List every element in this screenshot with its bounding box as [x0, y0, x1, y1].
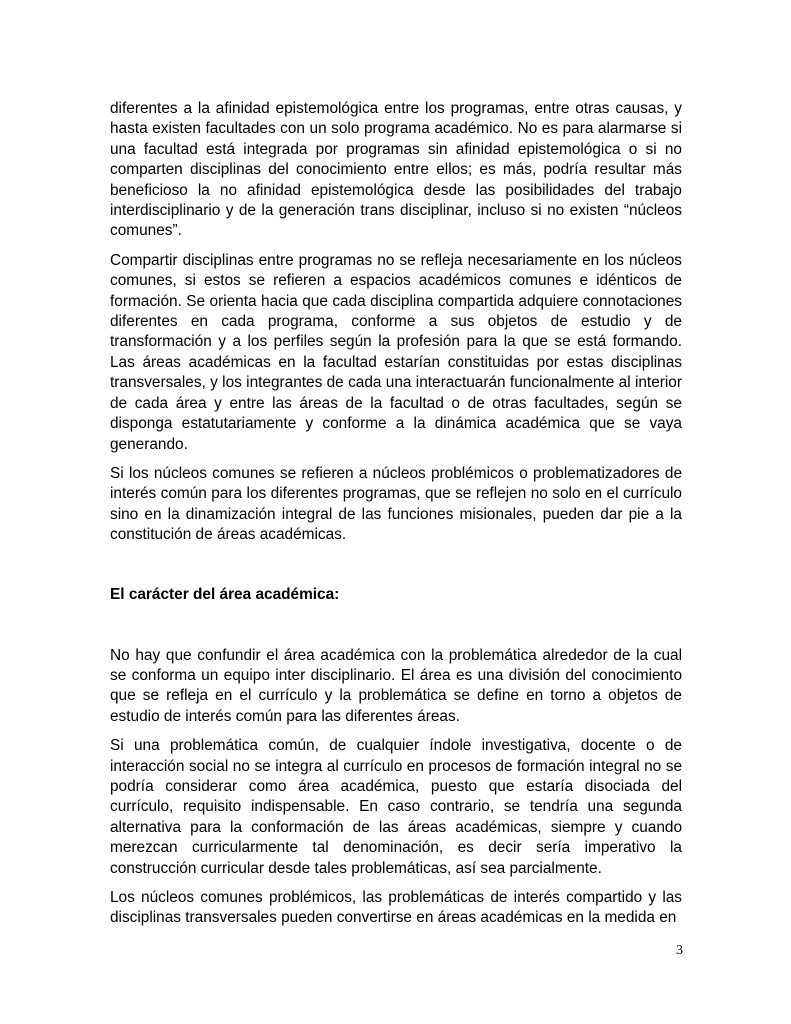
paragraph-common-problem: Si una problemática común, de cualquier índole investigativa, docente o de interacción social no se integra al currículo en procesos de formación integral no se podría considerar como área académica, puesto que estaría disociada del currículo, requisito indispensable. En caso contrario, se tendría una segunda alternativa para la conformación de las áreas académicas, siempre y cuando merezcan curricularmente tal denominación, es decir sería imperativo la construcción curricular desde tales problemáticas, así sea parcialmente. [110, 737, 682, 877]
section-heading: El carácter del área académica: [110, 585, 340, 603]
paragraph-affinity: diferentes a la afinidad epistemológica entre los programas, entre otras causas, y hasta existen facultades con un solo programa académico. No es para alarmarse si una facultad está integrada por programas sin afinidad epistemológica o si no comparten disciplinas del conocimiento entre ellos; es más, podría resultar más beneficioso la no afinidad epistemológica desde las posibilidades del trabajo interdisciplinario y de la generación trans disciplinar, incluso si no existen “núcleos comunes”. [110, 100, 682, 240]
paragraph-transversal: Los núcleos comunes problémicos, las problemáticas de interés compartido y las disciplinas transversales pueden convertirse en áreas académicas en la medida en [110, 889, 682, 927]
paragraph-academic-area: No hay que confundir el área académica con la problemática alrededor de la cual se conforma un equipo inter disciplinario. El área es una división del conocimiento que se refleja en el currículo y la problemática se define en torno a objetos de estudio de interés común para las diferentes áreas. [110, 646, 682, 725]
page-number: 3 [676, 943, 683, 958]
paragraph-shared-disciplines: Compartir disciplinas entre programas no se refleja necesariamente en los núcleos comunes, si estos se refieren a espacios académicos comunes e idénticos de formación. Se orienta hacia que cada disciplina compartida adquiere connotaciones diferentes en cada programa, conforme a sus objetos de estudio y de transformación y a los perfiles según la profesión para la que se está formando. Las áreas académicas en la facultad estarían constituidas por estas disciplinas transversales, y los integrantes de cada una interactuarán funcionalmente al interior de cada área y entre las áreas de la facultad o de otras facultades, según se disponga estatutariamente y conforme a la dinámica académica que se vaya generando. [110, 251, 682, 453]
paragraph-common-cores: Si los núcleos comunes se refieren a núcleos problémicos o problematizadores de interés común para los diferentes programas, que se reflejen no solo en el currículo sino en la dinamización integral de las funciones misionales, pueden dar pie a la constitución de áreas académicas. [110, 464, 682, 544]
document-body [110, 99, 682, 938]
